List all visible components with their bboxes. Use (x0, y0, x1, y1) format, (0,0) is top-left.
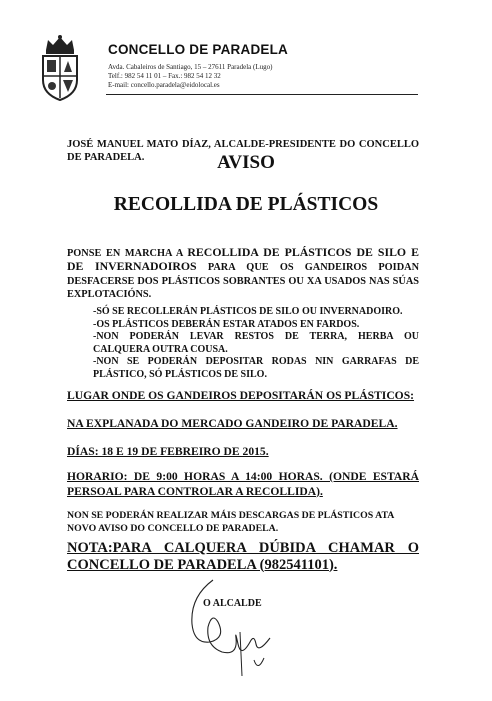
main-paragraph-emphasis: RECOLLIDA DE PLÁSTICOS DE SILO E DE INVERNADOIROS (67, 245, 419, 274)
coat-of-arms-icon (38, 34, 82, 102)
municipality-title: CONCELLO DE PARADELA (108, 42, 289, 57)
notice-heading: AVISO (217, 152, 275, 173)
location-value: NA EXPLANADA DO MERCADO GANDEIRO DE PARADELA. (67, 417, 398, 430)
no-more-uploads-note: NON SE PODERÁN REALIZAR MÁIS DESCARGAS DE PLÁSTICOS ATA NOVO AVISO DO CONCELLO DE PARADELA. (67, 510, 394, 534)
schedule-line (67, 470, 419, 499)
main-paragraph-part3: PARA QUE OS GANDEIROS POIDAN DESFACERSE DOS PLÁSTICOS SOBRANTES OU XA USADOS NAS SÚAS EXPLOTACIÓNS. (67, 262, 420, 300)
intro-paragraph: JOSÉ MANUEL MATO DÍAZ, ALCALDE-PRESIDENTE DO CONCELLO DE PARADELA. (67, 139, 419, 163)
contact-note (67, 540, 419, 573)
header-phone: Telf.: 982 54 11 01 – Fax.: 982 54 12 32 (108, 72, 221, 80)
main-paragraph (67, 246, 419, 301)
header-email: E-mail: concello.paradela@eidolocal.es (108, 81, 220, 89)
header-address: Avda. Cabaleiros de Santiago, 15 – 27611 Paradela (Lugo) (108, 63, 273, 71)
schedule-text: HORARIO: DE 9:00 HORAS A 14:00 HORAS. (ONDE ESTARÁ PERSOAL PARA CONTROLAR A RECOLLIDA). (67, 470, 419, 498)
handwritten-signature (178, 572, 288, 682)
location-heading: LUGAR ONDE OS GANDEIROS DEPOSITARÁN OS PLÁSTICOS: (67, 389, 415, 402)
header-divider (106, 94, 418, 95)
rules-list (93, 306, 419, 382)
rule-item: -NON SE PODERÁN DEPOSITAR RODAS NIN GARRAFAS DE PLÁSTICO, SÓ PLÁSTICOS DE SILO. (93, 356, 419, 380)
rule-item: -OS PLÁSTICOS DEBERÁN ESTAR ATADOS EN FARDOS. (93, 318, 360, 330)
main-paragraph-part1: PONSE EN MARCHA A (67, 248, 188, 259)
signature-label: O ALCALDE (203, 598, 262, 609)
notice-subheading: RECOLLIDA DE PLÁSTICOS (113, 194, 379, 215)
contact-note-text: NOTA:PARA CALQUERA DÚBIDA CHAMAR O CONCELLO DE PARADELA (982541101). (67, 540, 419, 573)
rule-item: -NON PODERÁN LEVAR RESTOS DE TERRA, HERBA OU CALQUERA OUTRA COUSA. (93, 331, 419, 355)
dates-line: DÍAS: 18 E 19 DE FEBREIRO DE 2015. (67, 445, 269, 458)
rule-item: -SÓ SE RECOLLERÁN PLÁSTICOS DE SILO OU INVERNADOIRO. (93, 306, 403, 317)
